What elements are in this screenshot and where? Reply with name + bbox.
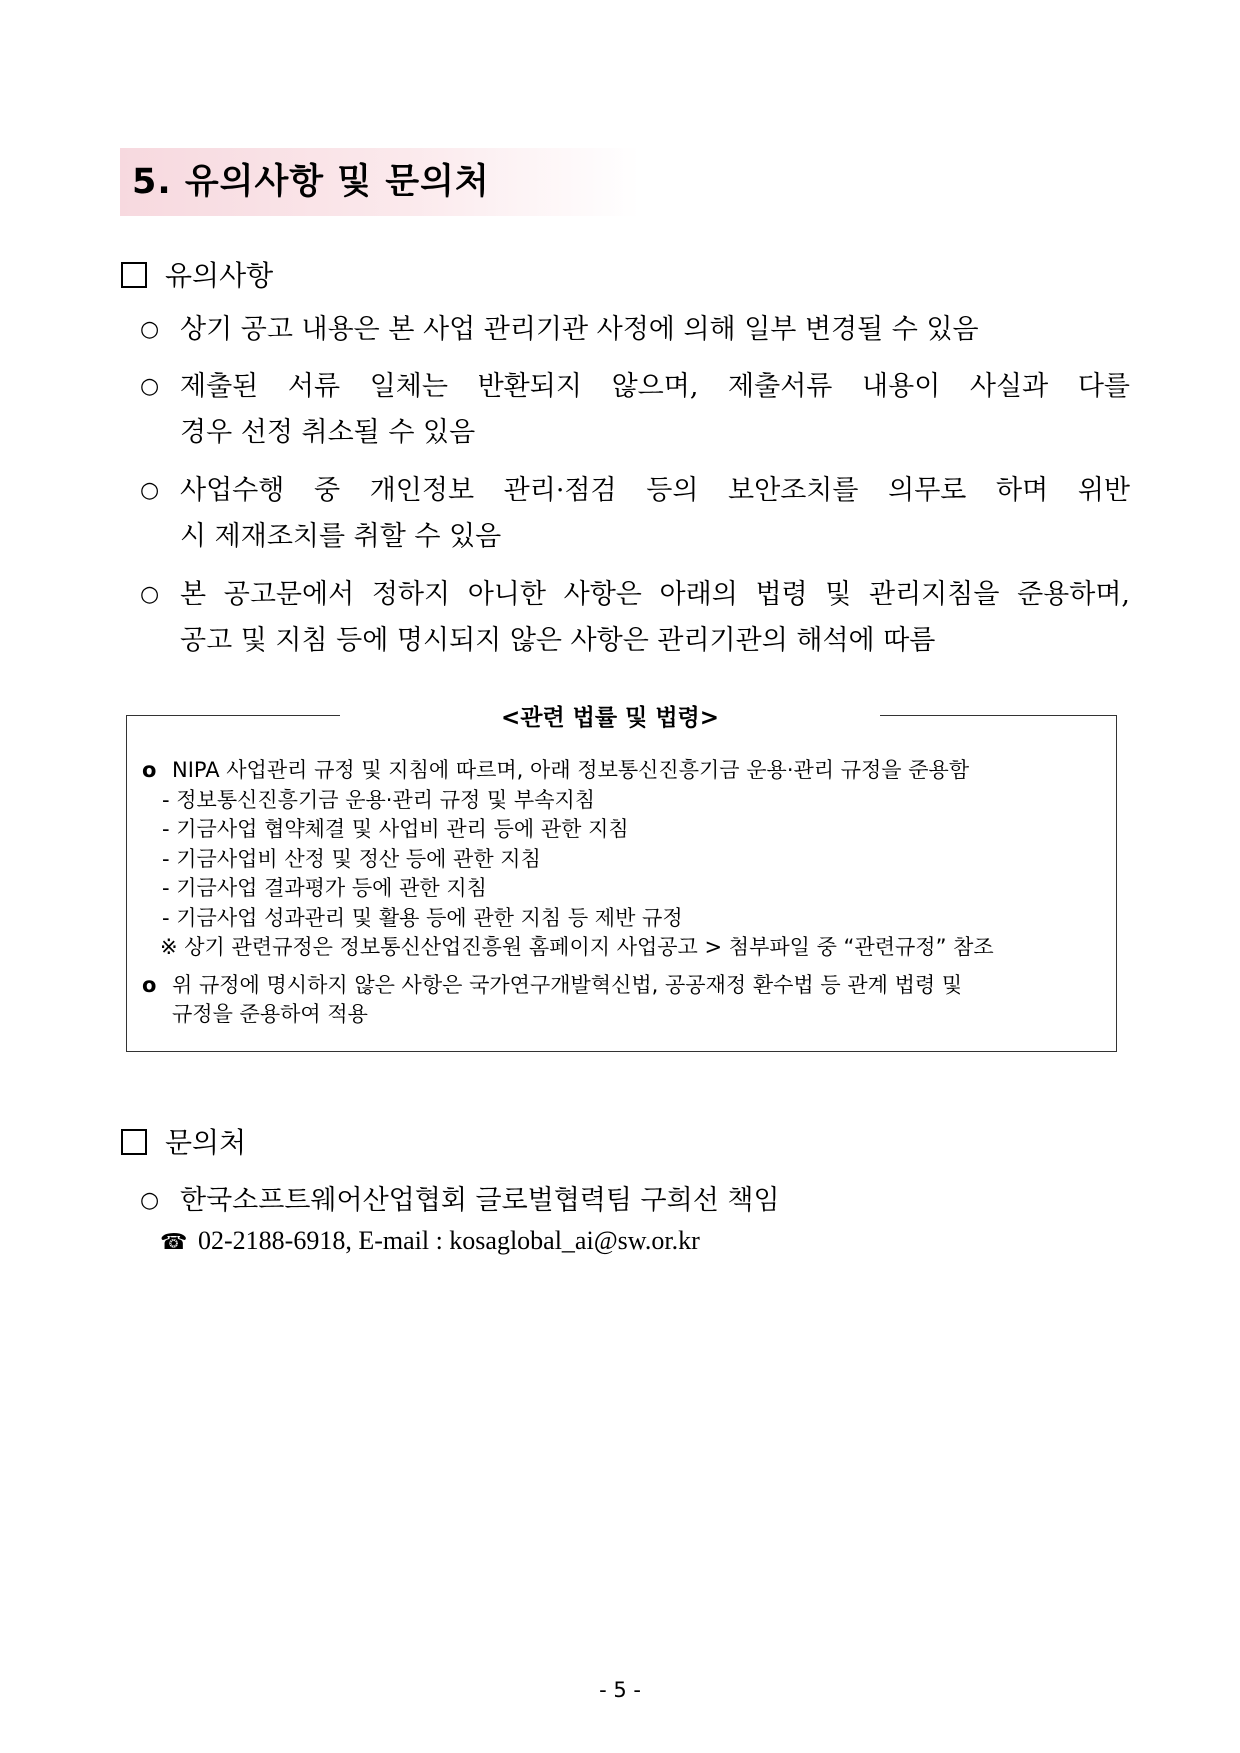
phone-icon: ☎ [160,1229,188,1254]
contact-item [140,1178,1130,1224]
regulation-text: 위 규정에 명시하지 않은 사항은 국가연구개발혁신법, 공공재정 환수법 등 관계 법령 및 [172,972,963,997]
regulation-subitem: - 기금사업비 산정 및 정산 등에 관한 지침 [162,846,541,871]
notes-heading [121,258,273,294]
regulation-subitem: - 기금사업 성과관리 및 활용 등에 관한 지침 등 제반 규정 [162,905,683,930]
regulation-subitem: - 정보통신진흥기금 운용·관리 규정 및 부속지침 [162,787,596,812]
note-item [140,364,1130,456]
regulation-item [142,971,1102,1030]
note-line: 본 공고문에서 정하지 아니한 사항은 아래의 법령 및 관리지침을 준용하며, [180,579,1130,610]
regulation-item [142,756,1102,786]
contact-details [160,1224,700,1259]
circle-bullet-icon: ○ [140,374,160,399]
page-number: - 5 - [599,1678,641,1702]
circle-bullet-icon: o [142,972,157,997]
note-item [140,572,1130,664]
note-item [140,307,1130,353]
note-line: 시 제재조치를 취할 수 있음 [180,521,502,552]
checkbox-icon [121,262,147,288]
circle-bullet-icon: ○ [140,317,160,342]
section-title: 5. 유의사항 및 문의처 [132,162,490,202]
regulation-subitem: - 기금사업 결과평가 등에 관한 지침 [162,876,487,900]
circle-bullet-icon: ○ [140,478,160,503]
circle-bullet-icon: ○ [140,582,160,607]
regulation-note: ※ 상기 관련규정은 정보통신산업진흥원 홈페이지 사업공고 > 첨부파일 중 “관련규정” 참조 [160,935,994,959]
note-line: 상기 공고 내용은 본 사업 관리기관 사정에 의해 일부 변경될 수 있음 [180,314,979,345]
regulation-text: 규정을 준용하여 적용 [172,1002,368,1026]
circle-bullet-icon: ○ [140,1188,160,1213]
contact-heading-label: 문의처 [165,1126,247,1159]
contact-heading [121,1125,246,1161]
note-item [140,468,1130,560]
regulations-title: <관련 법률 및 법령> [340,700,880,736]
regulations-content [142,756,1102,1030]
regulation-text: NIPA 사업관리 규정 및 지침에 따르며, 아래 정보통신진흥기금 운용·관리 규정을 준용함 [172,758,970,782]
contact-team: 한국소프트웨어산업협회 글로벌협력팀 구희선 책임 [180,1185,780,1216]
checkbox-icon [121,1129,147,1155]
note-line: 사업수행 중 개인정보 관리·점검 등의 보안조치를 의무로 하며 위반 [180,475,1130,506]
notes-heading-label: 유의사항 [165,259,274,292]
circle-bullet-icon: o [142,758,157,782]
section-header [120,148,640,216]
note-line: 경우 선정 취소될 수 있음 [180,417,476,448]
contact-details-text: 02-2188-6918, E-mail : kosaglobal_ai@sw.or.kr [198,1226,700,1255]
note-line: 제출된 서류 일체는 반환되지 않으며, 제출서류 내용이 사실과 다를 [180,371,1130,402]
regulation-subitem: - 기금사업 협약체결 및 사업비 관리 등에 관한 지침 [162,817,629,841]
note-line: 공고 및 지침 등에 명시되지 않은 사항은 관리기관의 해석에 따름 [180,625,936,656]
